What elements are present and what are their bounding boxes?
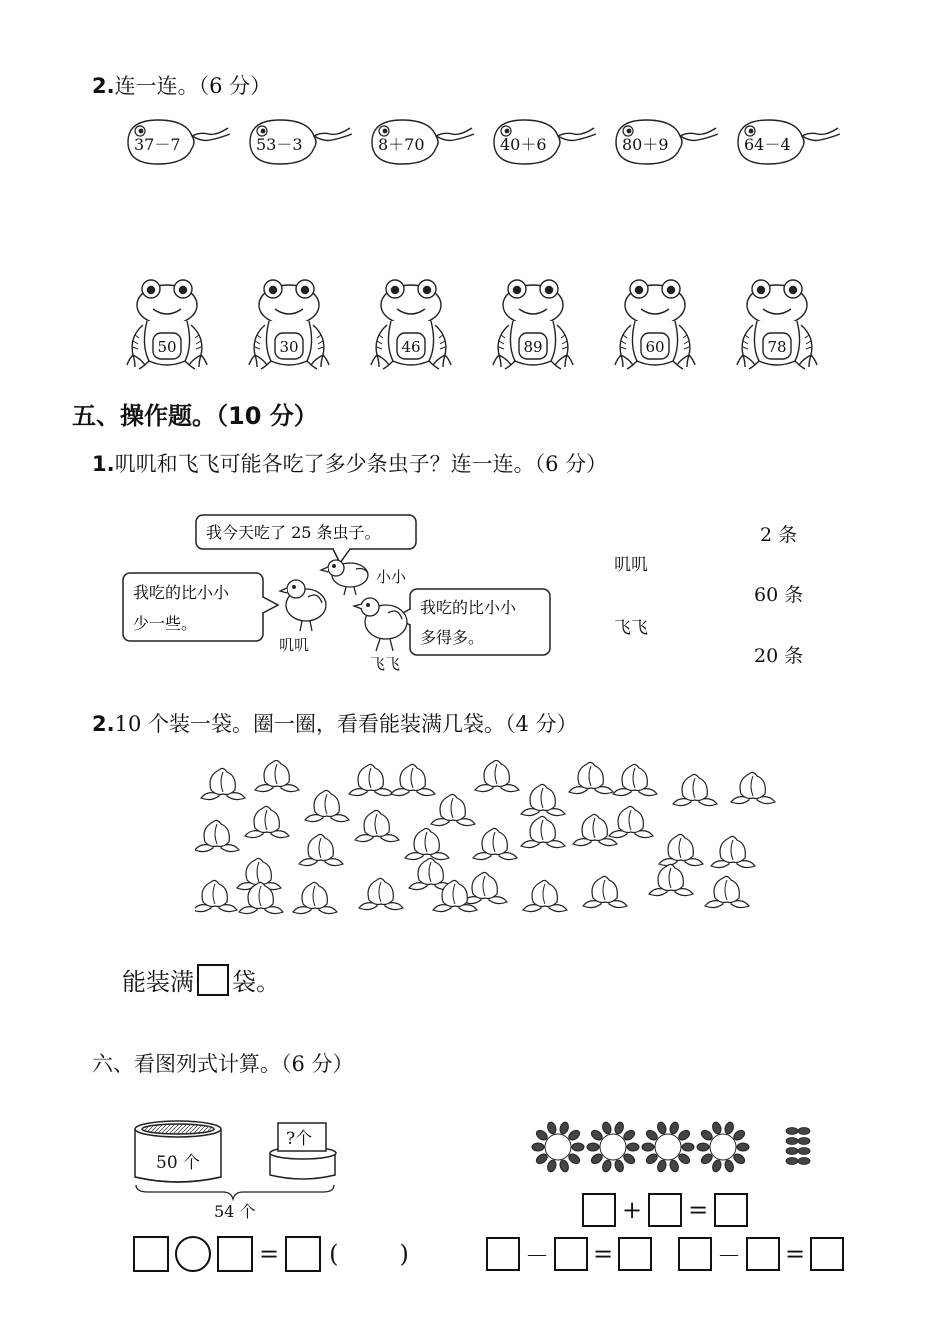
section-5-question-2-title (92, 708, 578, 738)
peach[interactable] (649, 864, 693, 895)
speech-bubble-feifei (396, 589, 550, 655)
peach[interactable] (613, 764, 657, 795)
tadpole-label: 37－7 (134, 135, 181, 154)
frog-number-5[interactable] (613, 275, 697, 373)
answer-prefix: 能装满 (122, 968, 194, 996)
box-label: ?个 (286, 1129, 313, 1149)
tadpole-expression-1[interactable] (120, 112, 232, 172)
question-2-title (92, 70, 271, 100)
operator-circle[interactable] (175, 1236, 211, 1272)
frog-number-6[interactable] (735, 275, 819, 373)
chick-scene (118, 505, 568, 680)
bubble-text-line2: 多得多。 (420, 628, 485, 647)
frog-label: 30 (279, 338, 299, 356)
speech-bubble-xiaoxiao (196, 515, 416, 563)
equation-box[interactable] (746, 1237, 780, 1271)
tadpole-label: 80＋9 (622, 135, 669, 154)
bubble-text: 我今天吃了 25 条虫子。 (206, 523, 381, 542)
option-2: 2 条 (760, 524, 798, 546)
peach[interactable] (583, 876, 627, 907)
peach[interactable] (569, 762, 613, 793)
equation-box[interactable] (486, 1237, 520, 1271)
chick-feifei (354, 598, 407, 673)
frog-label: 89 (523, 338, 543, 356)
tadpole-label: 8＋70 (378, 135, 425, 154)
loose-petal (798, 1138, 810, 1145)
peach[interactable] (475, 760, 519, 791)
equation-box[interactable] (582, 1193, 616, 1227)
peach[interactable] (195, 820, 239, 851)
chick-name: 小小 (376, 568, 407, 586)
peach[interactable] (473, 828, 517, 859)
answer-line (122, 962, 280, 997)
equation-box[interactable] (678, 1237, 712, 1271)
peach[interactable] (523, 880, 567, 911)
tadpole-label: 53－3 (256, 135, 303, 154)
loose-petal (798, 1148, 810, 1155)
minus-sign: － (525, 1242, 549, 1270)
chick-name: 叽叽 (279, 636, 310, 654)
plus-sign: + (622, 1196, 643, 1224)
peach[interactable] (521, 784, 565, 815)
frog-number-4[interactable] (491, 275, 575, 373)
peach[interactable] (391, 764, 435, 795)
loose-petal (798, 1128, 810, 1135)
right-equation-add (582, 1193, 748, 1227)
speech-bubble-jiji (123, 573, 278, 641)
frog-number-1[interactable] (125, 275, 209, 373)
frog-label: 60 (645, 338, 665, 356)
peach[interactable] (573, 814, 617, 845)
right-equation-sub-1 (486, 1236, 652, 1271)
frog-number-3[interactable] (369, 275, 453, 373)
flower-group (532, 1121, 584, 1173)
tadpole-expression-6[interactable] (730, 112, 842, 172)
tadpole-label: 64－4 (744, 135, 791, 154)
equals-sign: = (593, 1239, 614, 1268)
loose-petal (786, 1128, 798, 1135)
answer-box[interactable] (197, 964, 229, 996)
equation-box[interactable] (554, 1237, 588, 1271)
loose-petal (798, 1158, 810, 1165)
bubble-text-line1: 我吃的比小小 (133, 583, 230, 602)
total-label: 54 个 (214, 1202, 256, 1221)
option-60: 60 条 (754, 584, 804, 606)
bubble-text-line1: 我吃的比小小 (420, 598, 517, 617)
peach[interactable] (405, 828, 449, 859)
small-box (270, 1123, 336, 1179)
bubble-text-line2: 少一些。 (133, 614, 198, 633)
question-text: 10 个装一袋。圈一圈，看看能装满几袋。（4 分） (114, 712, 578, 736)
equation-box[interactable] (618, 1237, 652, 1271)
peach[interactable] (195, 880, 237, 911)
question-number: 1. (92, 452, 115, 476)
peach[interactable] (201, 768, 245, 799)
equals-sign: = (785, 1239, 806, 1268)
peach[interactable] (463, 872, 507, 903)
tadpole-expression-3[interactable] (364, 112, 476, 172)
peach[interactable] (659, 834, 703, 865)
minus-sign: － (717, 1242, 741, 1270)
total-brace (136, 1185, 334, 1199)
tadpole-expression-2[interactable] (242, 112, 354, 172)
answer-suffix: 袋。 (232, 968, 280, 996)
peach[interactable] (255, 760, 299, 791)
peach[interactable] (349, 764, 393, 795)
question-text: 连一连。（6 分） (114, 74, 272, 98)
left-name-feifei: 飞飞 (614, 618, 648, 638)
flower-scene (530, 1115, 820, 1180)
frog-row (125, 275, 825, 375)
left-equation (133, 1236, 409, 1272)
equation-box[interactable] (217, 1236, 253, 1272)
question-number: 2. (92, 74, 115, 98)
chick-jiji (279, 580, 326, 654)
frog-label: 46 (401, 338, 421, 356)
peach[interactable] (355, 810, 399, 841)
equation-box[interactable] (648, 1193, 682, 1227)
option-20: 20 条 (754, 645, 804, 667)
peach-field (195, 760, 785, 925)
equals-sign: = (688, 1196, 709, 1224)
equation-box[interactable] (810, 1237, 844, 1271)
section-5-question-1-title (92, 448, 607, 478)
peach[interactable] (711, 836, 755, 867)
equation-box[interactable] (285, 1236, 321, 1272)
peach[interactable] (609, 806, 653, 837)
tadpole-label: 40＋6 (500, 135, 547, 154)
frog-number-2[interactable] (247, 275, 331, 373)
section-5-title: 五、操作题。（10 分） (72, 402, 318, 430)
frog-label: 50 (157, 338, 177, 356)
peach[interactable] (359, 878, 403, 909)
peach[interactable] (521, 816, 565, 847)
basket-label: 50 个 (156, 1153, 201, 1173)
frog-label: 78 (767, 338, 787, 356)
loose-petal (786, 1148, 798, 1155)
flower-group (587, 1121, 639, 1173)
chick-name: 飞飞 (370, 655, 401, 673)
loose-petal (786, 1158, 798, 1165)
tadpole-expression-5[interactable] (608, 112, 720, 172)
peach[interactable] (305, 790, 349, 821)
loose-petal (786, 1138, 798, 1145)
basket-scene (128, 1115, 348, 1225)
left-name-jiji: 叽叽 (614, 555, 648, 575)
peach[interactable] (299, 834, 343, 865)
question-number: 2. (92, 712, 115, 736)
flower-group (642, 1121, 694, 1173)
peach[interactable] (431, 794, 475, 825)
peach[interactable] (293, 882, 337, 913)
section-6-title: 六、看图列式计算。（6 分） (92, 1052, 354, 1076)
equals-sign: = (259, 1240, 280, 1268)
equation-box[interactable] (714, 1193, 748, 1227)
tadpole-row (120, 112, 840, 172)
unit-parentheses: ( ) (329, 1240, 409, 1268)
question-text: 叽叽和飞飞可能各吃了多少条虫子？连一连。（6 分） (114, 452, 608, 476)
tadpole-expression-4[interactable] (486, 112, 598, 172)
peach[interactable] (245, 806, 289, 837)
flower-group (697, 1121, 749, 1173)
equation-box[interactable] (133, 1236, 169, 1272)
basket (135, 1121, 221, 1182)
peach[interactable] (705, 876, 749, 907)
chick-xiaoxiao (321, 560, 407, 595)
peach[interactable] (731, 772, 775, 803)
peach[interactable] (673, 774, 717, 805)
right-equation-sub-2 (678, 1236, 844, 1271)
